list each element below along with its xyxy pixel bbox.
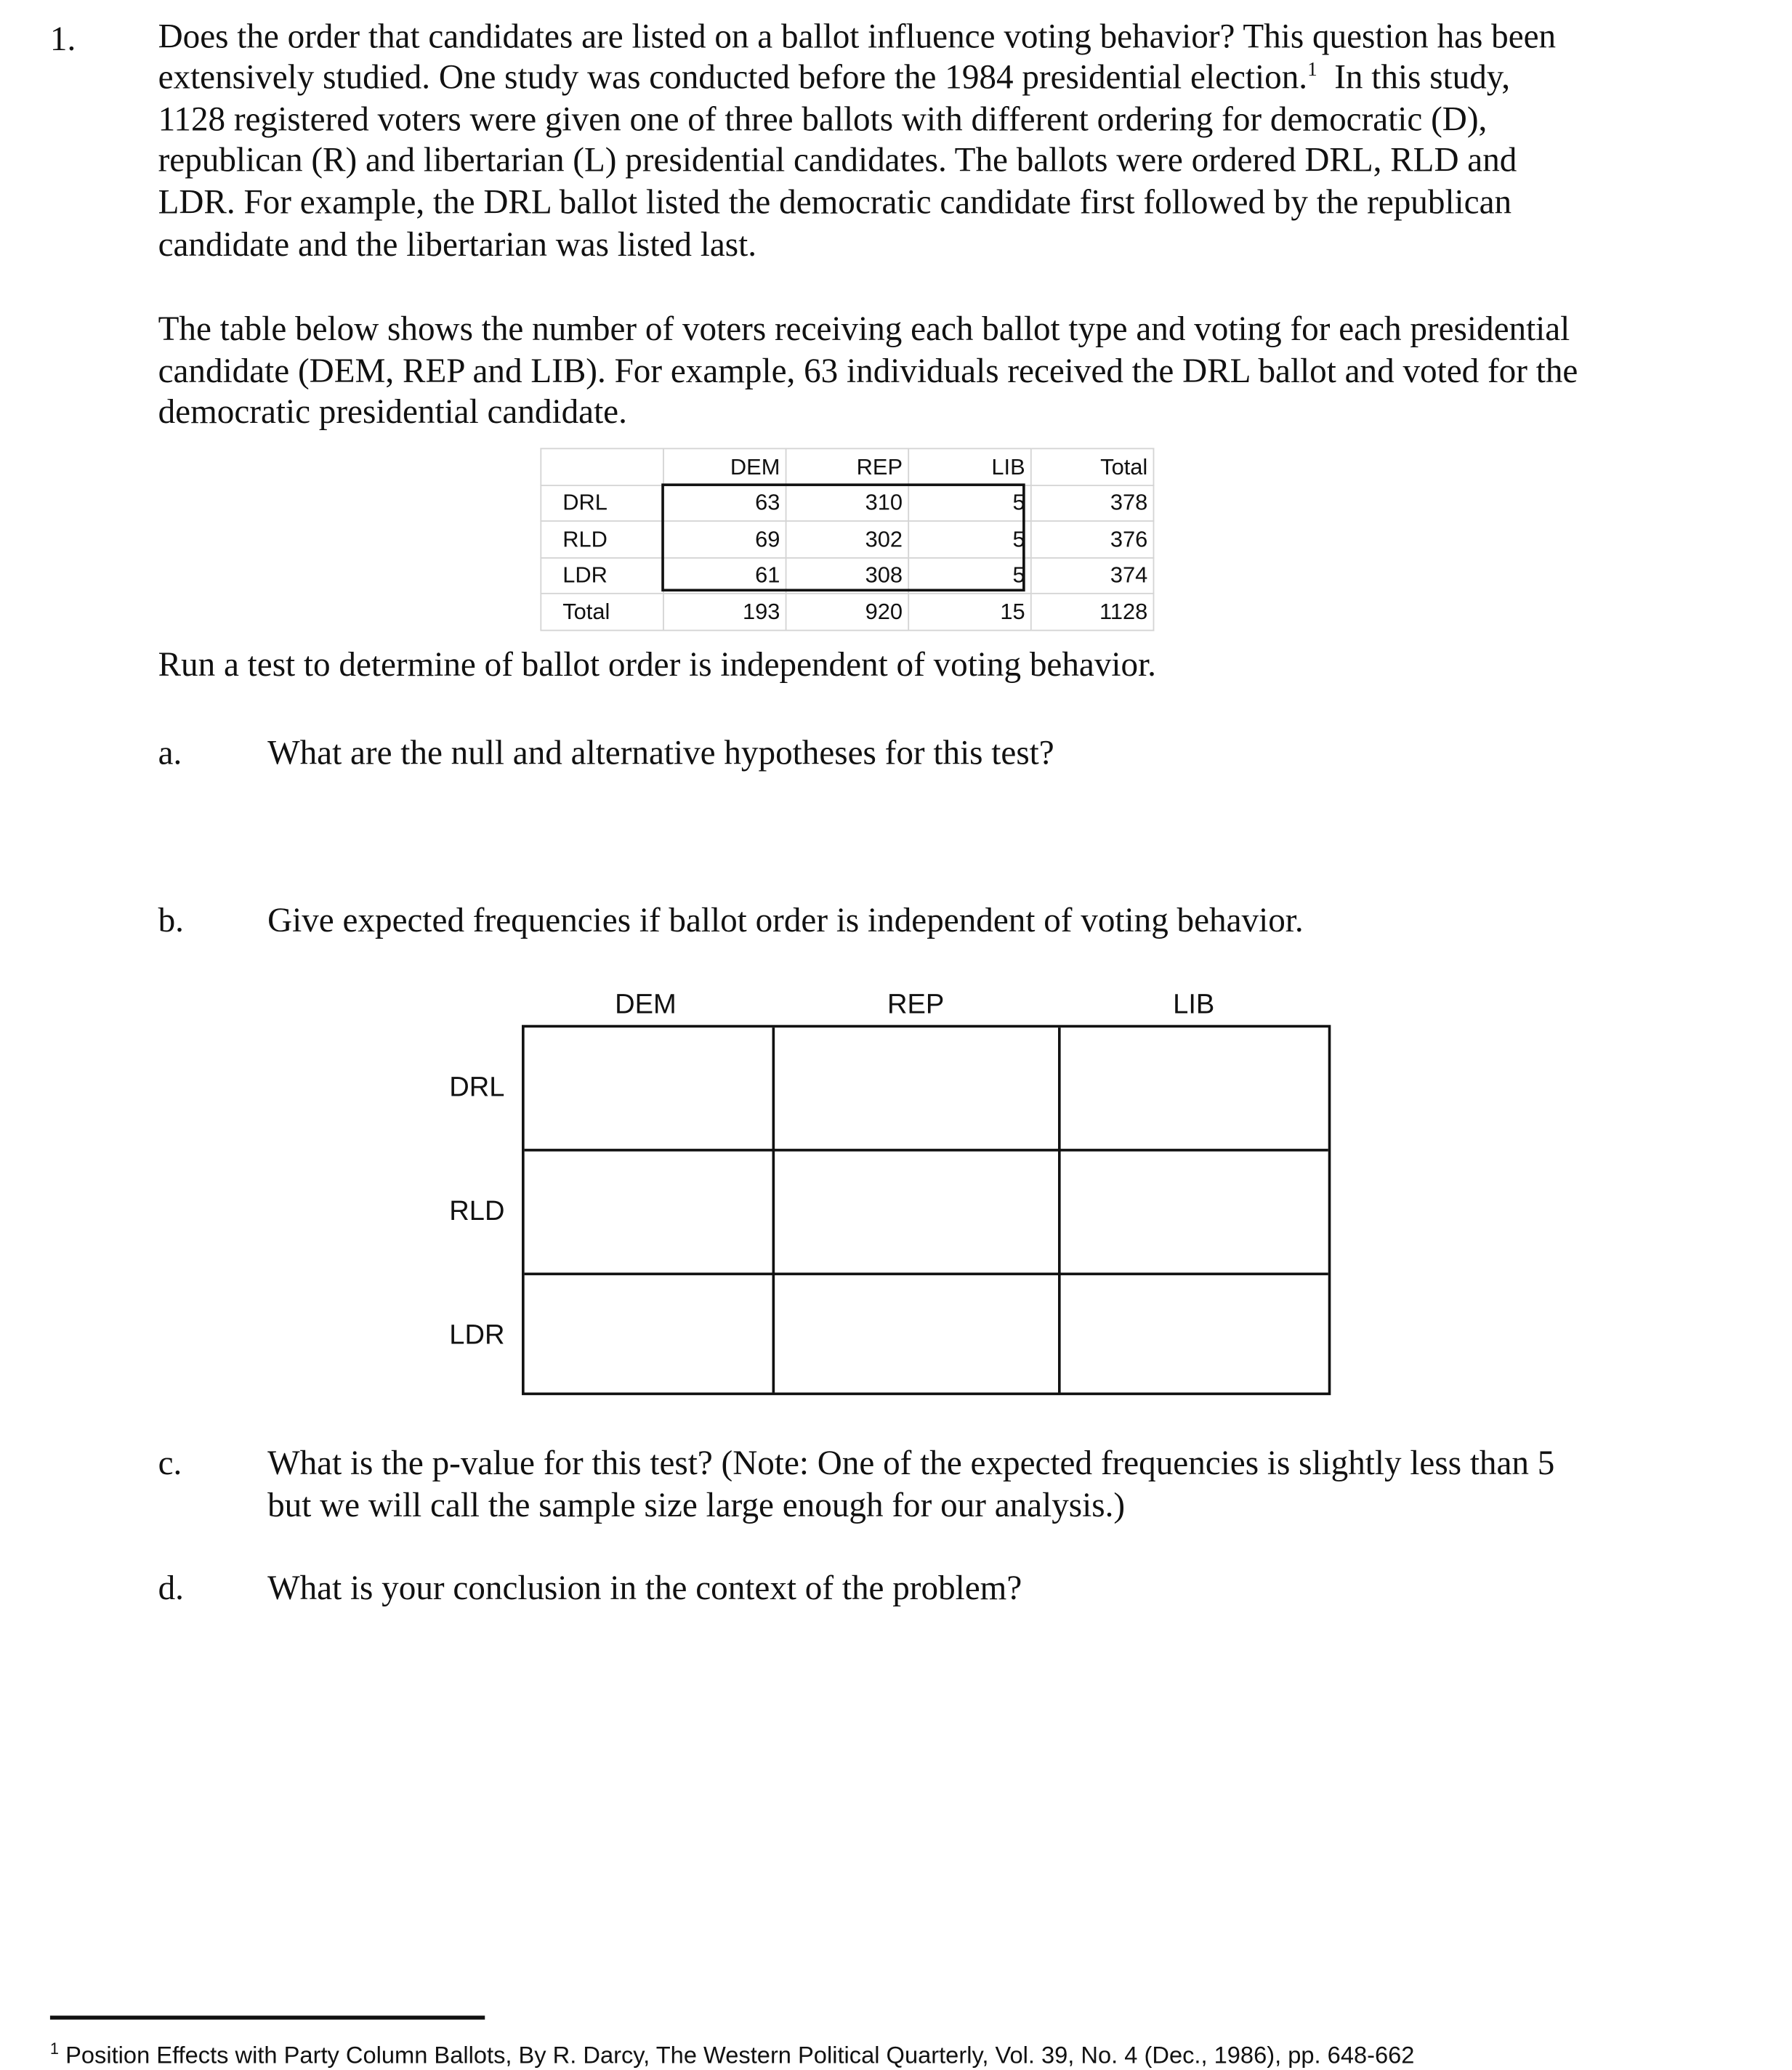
part-d-label: d. xyxy=(158,1569,184,1608)
part-b-question: Give expected frequencies if ballot order is independent of voting behavior. xyxy=(267,901,1304,939)
part-a-label: a. xyxy=(158,733,182,772)
footnote xyxy=(50,2039,1415,2070)
table-header-cell: LIB xyxy=(908,448,1031,485)
table-cell: 920 xyxy=(786,594,909,630)
expected-frequencies-grid[interactable] xyxy=(522,1025,1331,1396)
table-cell: 61 xyxy=(663,557,786,594)
table-cell: 310 xyxy=(786,485,909,521)
table-cell: 376 xyxy=(1031,521,1154,557)
grid-divider xyxy=(1058,1027,1061,1392)
grid-row-label: RLD xyxy=(449,1196,505,1227)
table-header-cell: DEM xyxy=(663,448,786,485)
footnote-ref[interactable]: 1 xyxy=(1307,60,1317,81)
intro-line: LDR. For example, the DRL ballot listed the democratic candidate first followed by the republican xyxy=(158,183,1512,222)
intro-line: 1128 registered voters were given one of three ballots with different ordering for democratic (D), xyxy=(158,100,1488,139)
grid-divider xyxy=(525,1149,1328,1152)
row-label: DRL xyxy=(541,485,663,521)
intro-line xyxy=(158,57,1511,97)
grid-row-label: DRL xyxy=(449,1072,505,1103)
instruction-text: Run a test to determine of ballot order is independent of voting behavior. xyxy=(158,645,1156,684)
table-cell: 378 xyxy=(1031,485,1154,521)
footnote-text: Position Effects with Party Column Ballots, By R. Darcy, The Western Political Quarterly, Vol. 39, No. 4 (Dec., 1986), pp. 648-662 xyxy=(65,2042,1415,2069)
intro-line: Does the order that candidates are listed on a ballot influence voting behavior? This question has been xyxy=(158,17,1557,56)
table-row xyxy=(541,521,1153,557)
part-c-question: What is the p-value for this test? (Note: One of the expected frequencies is slightly less than 5 xyxy=(267,1444,1555,1482)
table-cell: 5 xyxy=(908,485,1031,521)
table-cell: 5 xyxy=(908,521,1031,557)
row-label: LDR xyxy=(541,557,663,594)
table-header-cell xyxy=(541,448,663,485)
part-a-question: What are the null and alternative hypotheses for this test? xyxy=(267,733,1054,772)
question-number: 1. xyxy=(49,20,76,58)
table-header-cell: REP xyxy=(786,448,909,485)
table-cell: 193 xyxy=(663,594,786,630)
table-cell: 63 xyxy=(663,485,786,521)
table-cell: 308 xyxy=(786,557,909,594)
table-row xyxy=(541,485,1153,521)
grid-divider xyxy=(772,1027,775,1392)
row-label: RLD xyxy=(541,521,663,557)
table-intro-line: democratic presidential candidate. xyxy=(158,392,627,431)
grid-column-header: LIB xyxy=(1173,989,1215,1020)
grid-column-header: DEM xyxy=(615,989,677,1020)
table-intro-line: candidate (DEM, REP and LIB). For example, 63 individuals received the DRL ballot and voted for the xyxy=(158,352,1578,390)
table-cell: 69 xyxy=(663,521,786,557)
row-label: Total xyxy=(541,594,663,630)
table-cell: 302 xyxy=(786,521,909,557)
footnote-marker: 1 xyxy=(49,2039,60,2058)
part-b-label: b. xyxy=(158,901,184,939)
grid-divider xyxy=(525,1273,1328,1276)
grid-row-label: LDR xyxy=(449,1319,505,1351)
table-header-row xyxy=(541,448,1153,485)
table-cell: 15 xyxy=(908,594,1031,630)
part-c-label: c. xyxy=(158,1444,182,1482)
table-header-cell: Total xyxy=(1031,448,1154,485)
intro-line-text: extensively studied. One study was conducted before the 1984 presidential election. xyxy=(158,57,1308,97)
part-d-question: What is your conclusion in the context of the problem? xyxy=(267,1569,1022,1608)
table-total-row xyxy=(541,594,1153,630)
table-cell: 5 xyxy=(908,557,1031,594)
table-intro-line: The table below shows the number of voters receiving each ballot type and voting for each presidential xyxy=(158,310,1570,348)
intro-line: republican (R) and libertarian (L) presidential candidates. The ballots were ordered DRL, RLD and xyxy=(158,141,1517,179)
intro-line-tail: In this study, xyxy=(1317,57,1511,97)
table-cell: 1128 xyxy=(1031,594,1154,630)
observed-counts-table xyxy=(540,448,1154,630)
footnote-rule xyxy=(50,2016,485,2019)
table-row xyxy=(541,557,1153,594)
table-cell: 374 xyxy=(1031,557,1154,594)
intro-line: candidate and the libertarian was listed last. xyxy=(158,225,757,264)
grid-column-header: REP xyxy=(887,989,945,1020)
part-c-question: but we will call the sample size large enough for our analysis.) xyxy=(267,1486,1126,1524)
